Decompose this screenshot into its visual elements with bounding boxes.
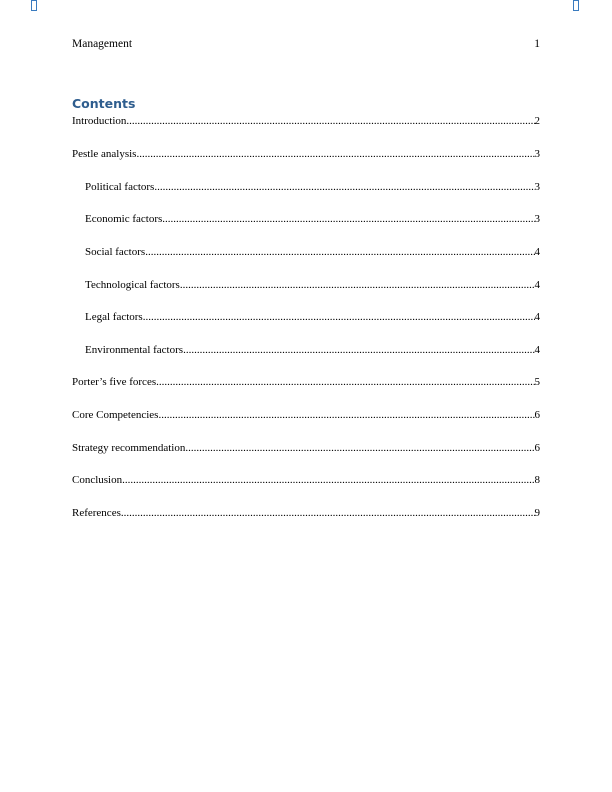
toc-leader (121, 506, 535, 520)
toc-entry-page: 3 (534, 181, 540, 193)
toc-entry-label: Political factors (85, 181, 155, 193)
toc-entry-label: Social factors (85, 246, 146, 258)
toc-entry-label: Strategy recommendation (72, 442, 186, 454)
toc-entry-introduction[interactable] (72, 114, 540, 128)
toc-leader (180, 278, 535, 292)
toc-entry-page: 5 (534, 376, 540, 388)
toc-entry-page: 4 (534, 246, 540, 258)
toc-leader (122, 473, 534, 487)
toc-entry-page: 6 (534, 442, 540, 454)
toc-entry-core-competencies[interactable] (72, 408, 540, 422)
toc-leader (126, 114, 534, 128)
toc-entry-label: Technological factors (85, 279, 180, 291)
toc-entry-label: Core Competencies (72, 409, 159, 421)
toc-leader (162, 212, 534, 226)
toc-entry-legal-factors[interactable] (85, 310, 540, 324)
page-number: 1 (534, 38, 540, 50)
toc-entry-label: References (72, 507, 121, 519)
toc-entry-pestle-analysis[interactable] (72, 147, 540, 161)
toc-entry-conclusion[interactable] (72, 473, 540, 487)
toc-entry-page: 4 (534, 311, 540, 323)
toc-entry-references[interactable] (72, 506, 540, 520)
text-boundary-mark-left (31, 0, 37, 11)
toc-entry-page: 3 (534, 213, 540, 225)
toc-entry-label: Introduction (72, 115, 127, 127)
toc-entry-label: Pestle analysis (72, 148, 137, 160)
toc-entry-technological-factors[interactable] (85, 278, 540, 292)
toc-entry-social-factors[interactable] (85, 245, 540, 259)
page-header (72, 37, 540, 51)
text-boundary-mark-right (573, 0, 579, 11)
toc-entry-page: 3 (534, 148, 540, 160)
toc-entry-page: 4 (534, 344, 540, 356)
toc-leader (154, 180, 534, 194)
toc-entry-strategy-recommendation[interactable] (72, 441, 540, 455)
toc-entry-page: 6 (534, 409, 540, 421)
toc-entry-label: Legal factors (85, 311, 143, 323)
toc-entry-label: Porter’s five forces (72, 376, 157, 388)
toc-entry-page: 9 (534, 507, 540, 519)
toc-entry-label: Conclusion (72, 474, 123, 486)
toc-heading: Contents (72, 96, 136, 111)
toc-leader (145, 245, 534, 259)
toc-entry-environmental-factors[interactable] (85, 343, 540, 357)
toc-entry-label: Economic factors (85, 213, 163, 225)
toc-leader (185, 441, 534, 455)
toc-leader (156, 375, 534, 389)
toc-entry-label: Environmental factors (85, 344, 184, 356)
running-head: Management (72, 38, 133, 50)
toc-entry-page: 2 (534, 115, 540, 127)
toc-entry-page: 8 (534, 474, 540, 486)
toc-entry-page: 4 (534, 279, 540, 291)
toc-leader (143, 310, 535, 324)
toc-leader (183, 343, 534, 357)
toc-entry-political-factors[interactable] (85, 180, 540, 194)
toc-entry-porters-five-forces[interactable] (72, 375, 540, 389)
toc-leader (158, 408, 534, 422)
toc-entry-economic-factors[interactable] (85, 212, 540, 226)
toc-leader (136, 147, 534, 161)
